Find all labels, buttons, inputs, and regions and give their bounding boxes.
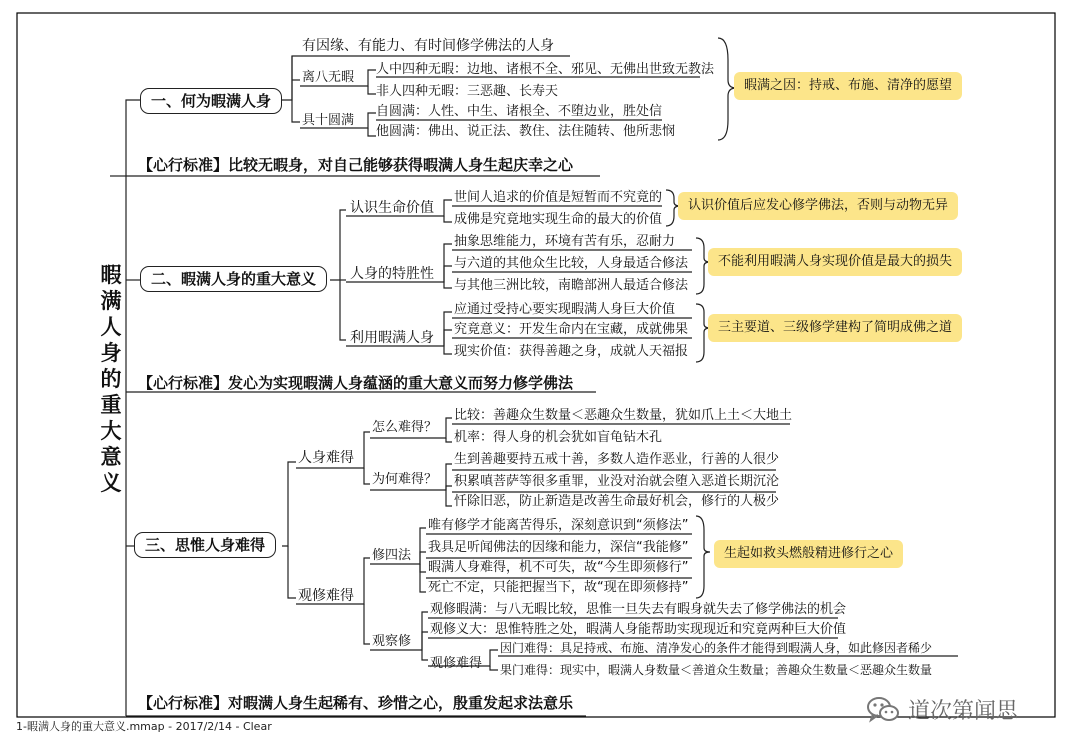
- s3-note: 生起如救头燃般精进修行之心: [714, 540, 903, 568]
- s3-guancha-item-2: 观修义大：思惟特胜之处，暇满人身能帮助实现现近和究竟两种巨大价值: [430, 622, 847, 637]
- s1-jushi-i1: [360, 113, 376, 128]
- s1-standard: 【心行标准】比较无暇身，对自己能够获得暇满人身生起庆幸之心: [138, 156, 574, 174]
- s3-guancha-i1: [418, 612, 428, 650]
- s3-sisi-item-1: 唯有修学才能离苦得乐，深刻意识到“须修法”: [428, 518, 689, 533]
- s3-sisi-label: 修四法: [372, 548, 412, 563]
- s2-b-i3: [444, 282, 452, 288]
- s2-b-item-1: 抽象思维能力，环境有苦有乐，忍耐力: [454, 234, 676, 249]
- s2-c-label: 利用暇满人身: [350, 330, 434, 346]
- watermark-text: 道次第闻思: [908, 699, 1019, 724]
- s1-line1: 有因缘、有能力、有时间修学佛法的人身: [302, 38, 554, 54]
- s3-how-label: 怎么难得？: [372, 420, 438, 435]
- s2-c-item-3: 现实价值：获得善趣之身，成就人天福报: [454, 344, 689, 359]
- s3-nande-link: [282, 462, 296, 546]
- s3-why-label: 为何难得？: [372, 472, 438, 487]
- s3-how-i2: [446, 438, 452, 442]
- s3-how-item-2: 机率：得人身的机会犹如盲龟钻木孔: [454, 430, 663, 445]
- s1-jushi-label: 具十圆满: [302, 113, 355, 128]
- s2-note-2: 不能利用暇满人身实现价值是最大的损失: [708, 248, 962, 276]
- s3-nan-item-1: 因门难得：具足持戒、布施、清净发心的条件才能得到暇满人身，如此修因者稀少: [500, 641, 933, 655]
- s3-sisi-i3: [420, 564, 426, 572]
- s1-libaxia-item-1: 人中四种无暇：边地、诸根不全、邪见、无佛出世致无教法: [376, 62, 715, 77]
- s2-b-i2: [444, 266, 452, 282]
- s2-b-label: 人身的特胜性: [350, 266, 434, 282]
- s2-c-item-1: 应通过受持心要实现暇满人身巨大价值: [454, 302, 676, 317]
- s3-guanxiu-link: [288, 546, 296, 598]
- s3-nan-label: 观修难得: [430, 656, 483, 671]
- s3-guancha-link: [364, 604, 370, 644]
- s3-nan-i2: [490, 666, 498, 670]
- s2-note-3: 三主要道、三级修学建构了简明成佛之道: [708, 314, 962, 342]
- s3-sisi-item-4: 死亡不定，只能把握当下，故“现在即须修持”: [428, 580, 689, 595]
- section1-title[interactable]: 一、何为暇满人身: [140, 88, 282, 114]
- s3-nan-item-2: 果门难得：现实中，暇满人身数量＜善道众生数量；善趣众生数量＜恶趣众生数量: [500, 663, 933, 677]
- s3-guanxiu-label: 观修难得: [298, 588, 354, 604]
- footer-filename: 1-暇满人身的重大意义.mmap - 2017/2/14 - Clear: [16, 720, 272, 733]
- s3-why-i3: [446, 490, 452, 506]
- s2-standard: 【心行标准】发心为实现暇满人身蕴涵的重大意义而努力修学佛法: [138, 374, 574, 392]
- s3-why-item-1: 生到善趣要持五戒十善，多数人造作恶业，行善的人很少: [454, 452, 780, 467]
- s3-guancha-item-1: 观修暇满：与八无暇比较，思惟一旦失去有暇身就失去了修学佛法的机会: [430, 602, 847, 617]
- s2-a-link: [330, 210, 346, 280]
- s1-libaxia-label: 离八无暇: [302, 70, 355, 85]
- s2-c-i2: [444, 330, 452, 346]
- s3-sisi-i2: [420, 552, 426, 564]
- s1-branch: [292, 56, 300, 122]
- s1-jushi-item-1: 自圆满：人性、中生、诸根全、不堕边业，胜处信: [376, 104, 663, 119]
- s1-jushi-i2: [368, 128, 376, 136]
- s3-guancha-i3: [422, 650, 428, 660]
- s2-note-1: 认识价值后应发心修学佛法，否则与动物无异: [678, 192, 958, 220]
- s2-c-item-2: 究竟意义：开发生命内在宝藏，成就佛果: [454, 322, 689, 337]
- s2-a-i2: [444, 216, 452, 222]
- section3-title[interactable]: 三、思惟人身难得: [134, 532, 276, 558]
- s2-c-link: [340, 280, 346, 340]
- s2-a-item-1: 世间人追求的价值是短暂而不究竟的: [454, 190, 663, 205]
- s3-guancha-i2: [422, 632, 428, 650]
- s1-note: 暇满之因：持戒、布施、清净的愿望: [734, 72, 962, 100]
- s1-libaxia-item-2: 非人四种无暇：三恶趣、长寿天: [376, 84, 559, 99]
- s2-a-label: 认识生命价值: [350, 200, 434, 216]
- s3-sisi-link: [360, 558, 370, 604]
- s3-bracket: [696, 516, 710, 598]
- s3-how-item-1: 比较：善趣众生数量＜恶趣众生数量，犹如爪上土＜大地土: [454, 408, 793, 423]
- s3-why-i2: [446, 486, 452, 490]
- s2-a-item-2: 成佛是究竟地实现生命的最大的价值: [454, 212, 663, 227]
- s2-b-item-2: 与六道的其他众生比较，人身最适合修法: [454, 256, 689, 271]
- s3-sisi-item-2: 我具足听闻佛法的因缘和能力，深信“我能修”: [428, 540, 689, 555]
- s1-libaxia-i1: [360, 70, 376, 86]
- s3-how-i1: [440, 418, 452, 438]
- s3-nan-i1: [484, 650, 498, 666]
- watermark: [866, 694, 1018, 725]
- wechat-icon: [866, 695, 900, 725]
- s3-why-item-2: 积累嗔菩萨等很多重罪，业没对治就会堕入恶道长期沉沦: [454, 474, 780, 489]
- s3-nande-label: 人身难得: [298, 450, 354, 466]
- s3-guancha-label: 观察修: [372, 634, 412, 649]
- s3-sisi-item-3: 暇满人身难得，机不可失，故“今生即须修行”: [428, 560, 689, 575]
- s3-how-link: [360, 432, 370, 468]
- s3-sisi-i4: [420, 564, 426, 592]
- s3-standard: 【心行标准】对暇满人身生起稀有、珍惜之心，殷重发起求法意乐: [138, 694, 574, 712]
- section2-title[interactable]: 二、暇满人身的重大意义: [140, 266, 327, 292]
- s3-why-link: [364, 468, 370, 484]
- s1-jushi-item-2: 他圆满：佛出、说正法、教住、法住随转、他所悲悯: [376, 124, 676, 139]
- s2-c-i3: [444, 346, 452, 354]
- root-title: 暇满人身的重大意义: [100, 263, 122, 495]
- s1-libaxia-i2: [368, 86, 376, 94]
- s2-a-i1: [436, 200, 452, 216]
- s2-b-item-3: 与其他三洲比较，南瞻部洲人最适合修法: [454, 278, 689, 293]
- s3-why-item-3: 忏除旧恶，防止新造是改善生命最好机会，修行的人极少: [454, 494, 780, 509]
